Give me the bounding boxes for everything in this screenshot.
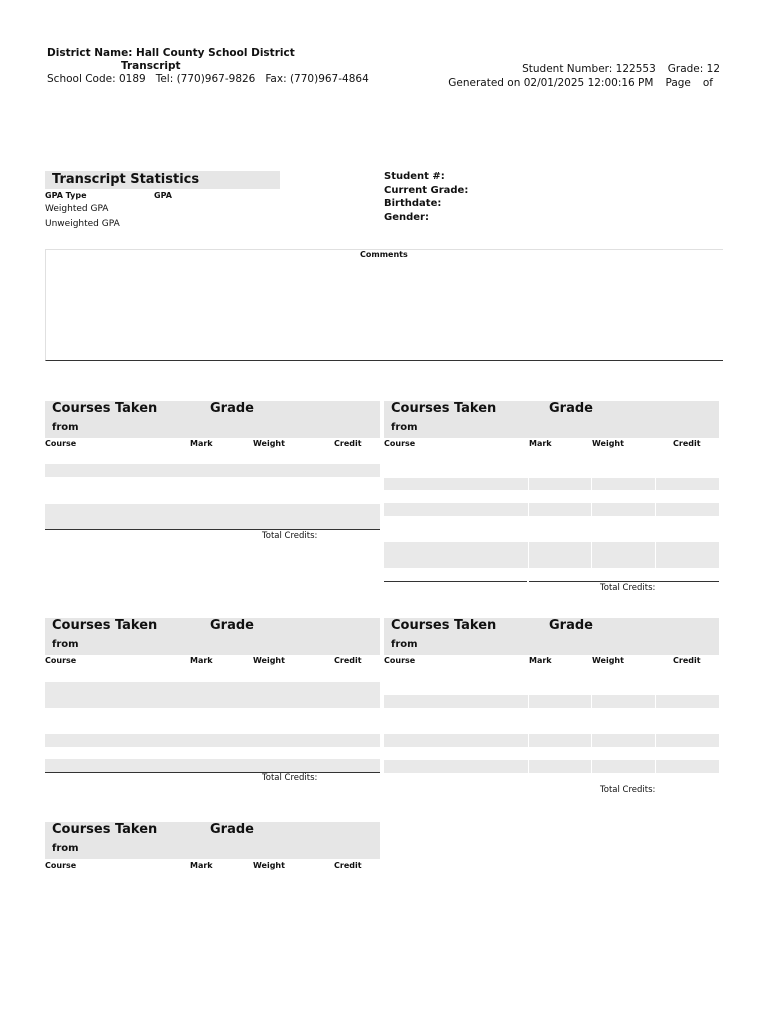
col-credit: Credit bbox=[334, 439, 362, 448]
total-rule bbox=[45, 529, 380, 530]
student-number: Student Number: 122553 bbox=[522, 63, 656, 75]
col-weight: Weight bbox=[592, 656, 624, 665]
from-label: from bbox=[391, 422, 418, 433]
school-tel: Tel: (770)967-9826 bbox=[155, 73, 256, 85]
course-row bbox=[384, 695, 719, 708]
col-course: Course bbox=[384, 439, 416, 448]
report-header-right bbox=[448, 63, 720, 90]
from-label: from bbox=[52, 639, 79, 650]
course-block-3 bbox=[45, 618, 380, 793]
col-course: Course bbox=[45, 656, 77, 665]
course-row bbox=[384, 760, 719, 773]
document-title: Transcript bbox=[121, 60, 181, 72]
column-divider bbox=[591, 695, 592, 773]
column-divider bbox=[655, 695, 656, 773]
col-course: Course bbox=[45, 439, 77, 448]
gender-label: Gender: bbox=[384, 211, 429, 223]
course-block-2 bbox=[384, 401, 719, 601]
student-info bbox=[384, 170, 468, 224]
col-mark: Mark bbox=[529, 656, 552, 665]
school-contact bbox=[47, 73, 369, 86]
comments-label: Comments bbox=[360, 250, 408, 259]
grade-title: Grade bbox=[549, 618, 593, 633]
course-row bbox=[45, 759, 380, 772]
grade-title: Grade bbox=[210, 618, 254, 633]
total-credits-label: Total Credits: bbox=[600, 785, 656, 795]
course-block-4 bbox=[384, 618, 719, 803]
report-header-left bbox=[47, 47, 369, 86]
birthdate-label: Birthdate: bbox=[384, 198, 442, 209]
column-divider bbox=[591, 478, 592, 568]
course-row bbox=[45, 504, 380, 529]
total-credits-label: Total Credits: bbox=[262, 531, 318, 541]
course-row bbox=[384, 734, 719, 747]
col-mark: Mark bbox=[529, 439, 552, 448]
col-mark: Mark bbox=[190, 439, 213, 448]
col-course: Course bbox=[384, 656, 416, 665]
page-label: Page bbox=[665, 76, 691, 89]
courses-taken-title: Courses Taken bbox=[52, 618, 158, 633]
from-label: from bbox=[52, 422, 79, 433]
weighted-gpa-label: Weighted GPA bbox=[45, 204, 109, 214]
total-credits-label: Total Credits: bbox=[262, 773, 318, 783]
grade-title: Grade bbox=[210, 822, 254, 837]
unweighted-gpa-label: Unweighted GPA bbox=[45, 219, 120, 229]
col-weight: Weight bbox=[592, 439, 624, 448]
col-weight: Weight bbox=[253, 656, 285, 665]
col-credit: Credit bbox=[334, 861, 362, 870]
from-label: from bbox=[391, 639, 418, 650]
district-name: District Name: Hall County School District bbox=[47, 47, 295, 59]
grade-title: Grade bbox=[210, 401, 254, 416]
column-divider bbox=[528, 695, 529, 773]
col-credit: Credit bbox=[673, 656, 701, 665]
column-divider bbox=[528, 478, 529, 568]
total-rule bbox=[45, 772, 380, 773]
course-row bbox=[45, 464, 380, 477]
course-row bbox=[384, 478, 719, 490]
col-mark: Mark bbox=[190, 656, 213, 665]
generated-timestamp: Generated on 02/01/2025 12:00:16 PM bbox=[448, 76, 654, 89]
student-grade: Grade: 12 bbox=[667, 63, 720, 75]
col-weight: Weight bbox=[253, 861, 285, 870]
course-block-5 bbox=[45, 822, 380, 882]
current-grade-label: Current Grade: bbox=[384, 184, 469, 196]
col-credit: Credit bbox=[334, 656, 362, 665]
school-fax: Fax: (770)967-4864 bbox=[265, 73, 369, 85]
comments-box bbox=[45, 249, 723, 361]
total-rule bbox=[529, 581, 719, 582]
col-mark: Mark bbox=[190, 861, 213, 870]
course-row bbox=[384, 503, 719, 516]
student-number-label: Student #: bbox=[384, 171, 445, 182]
courses-taken-title: Courses Taken bbox=[52, 401, 158, 416]
course-block-1 bbox=[45, 401, 380, 551]
stats-title: Transcript Statistics bbox=[52, 172, 200, 187]
course-row bbox=[45, 734, 380, 747]
from-label: from bbox=[52, 843, 79, 854]
gpa-type-header: GPA Type bbox=[45, 191, 87, 200]
course-row bbox=[384, 542, 719, 568]
grade-title: Grade bbox=[549, 401, 593, 416]
gpa-header: GPA bbox=[154, 191, 172, 200]
courses-taken-title: Courses Taken bbox=[391, 401, 497, 416]
col-course: Course bbox=[45, 861, 77, 870]
course-row bbox=[45, 682, 380, 708]
col-credit: Credit bbox=[673, 439, 701, 448]
total-rule bbox=[384, 581, 527, 582]
column-divider bbox=[655, 478, 656, 568]
page-of-label: of bbox=[702, 76, 713, 89]
total-credits-label: Total Credits: bbox=[600, 583, 656, 593]
courses-taken-title: Courses Taken bbox=[52, 822, 158, 837]
col-weight: Weight bbox=[253, 439, 285, 448]
courses-taken-title: Courses Taken bbox=[391, 618, 497, 633]
school-code: School Code: 0189 bbox=[47, 73, 146, 85]
